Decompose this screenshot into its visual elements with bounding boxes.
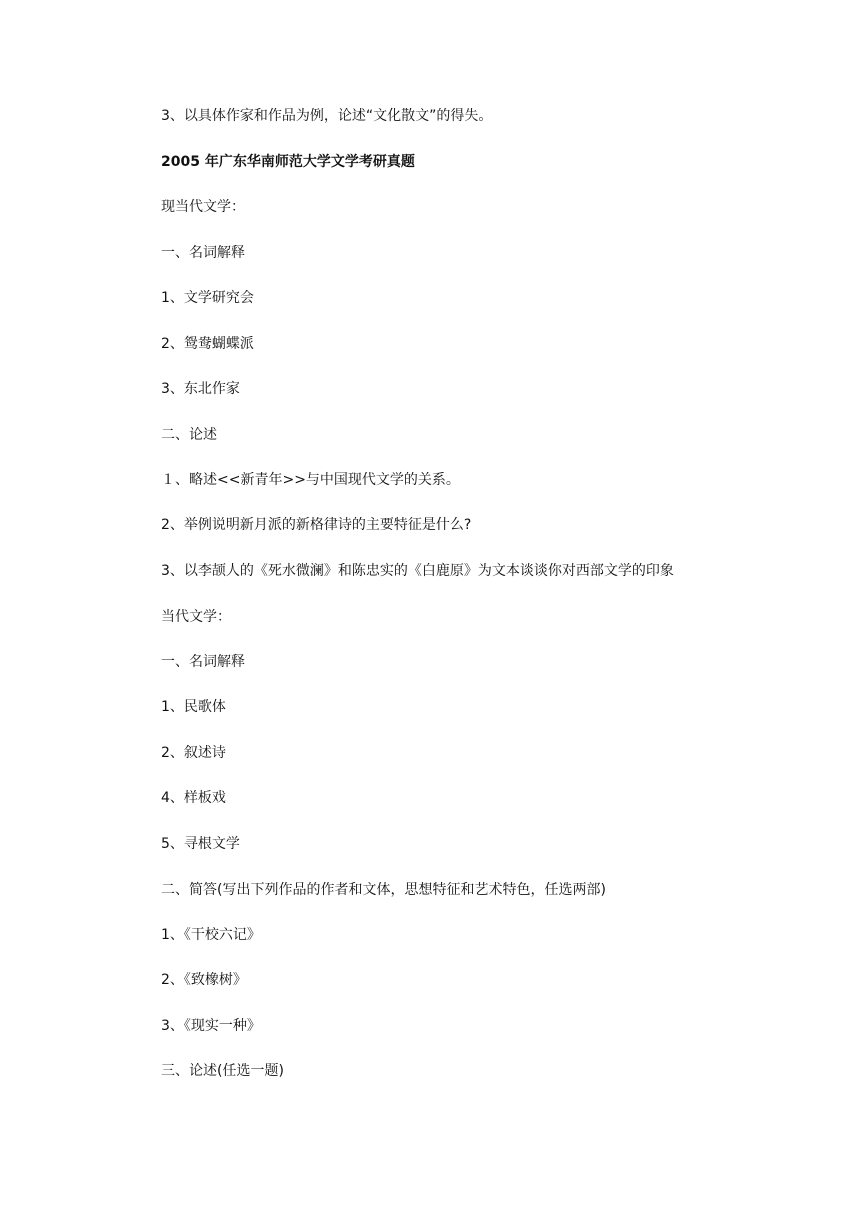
text-line: 一、名词解释 [161, 245, 245, 261]
text-line: 当代文学： [161, 609, 231, 625]
text-line: 2、鸳鸯蝴蝶派 [161, 336, 254, 352]
text-line: 5、寻根文学 [161, 836, 240, 852]
text-line: 1、文学研究会 [161, 290, 254, 306]
text-line: 三、论述(任选一题) [161, 1063, 284, 1079]
text-line: 2、叙述诗 [161, 745, 226, 761]
text-line: 1、《干校六记》 [161, 927, 261, 943]
text-line: １、略述<<新青年>>与中国现代文学的关系。 [161, 472, 460, 488]
text-line: 2、举例说明新月派的新格律诗的主要特征是什么? [161, 517, 472, 533]
text-line: 4、样板戏 [161, 790, 226, 806]
text-line: 3、《现实一种》 [161, 1018, 261, 1034]
text-line: 一、名词解释 [161, 654, 245, 670]
text-line: 1、民歌体 [161, 699, 226, 715]
text-line: 二、论述 [161, 427, 217, 443]
text-line: 现当代文学： [161, 199, 245, 215]
text-line: 3、东北作家 [161, 381, 240, 397]
section-heading: 2005 年广东华南师范大学文学考研真题 [161, 154, 415, 170]
text-line: 3、以李颉人的《死水微澜》和陈忠实的《白鹿原》为文本谈谈你对西部文学的印象 [161, 563, 674, 579]
text-line: 二、简答(写出下列作品的作者和文体，思想特征和艺术特色，任选两部) [161, 882, 606, 898]
text-line: 2、《致橡树》 [161, 972, 247, 988]
text-line: 3、以具体作家和作品为例，论述“文化散文”的得失。 [161, 108, 493, 124]
